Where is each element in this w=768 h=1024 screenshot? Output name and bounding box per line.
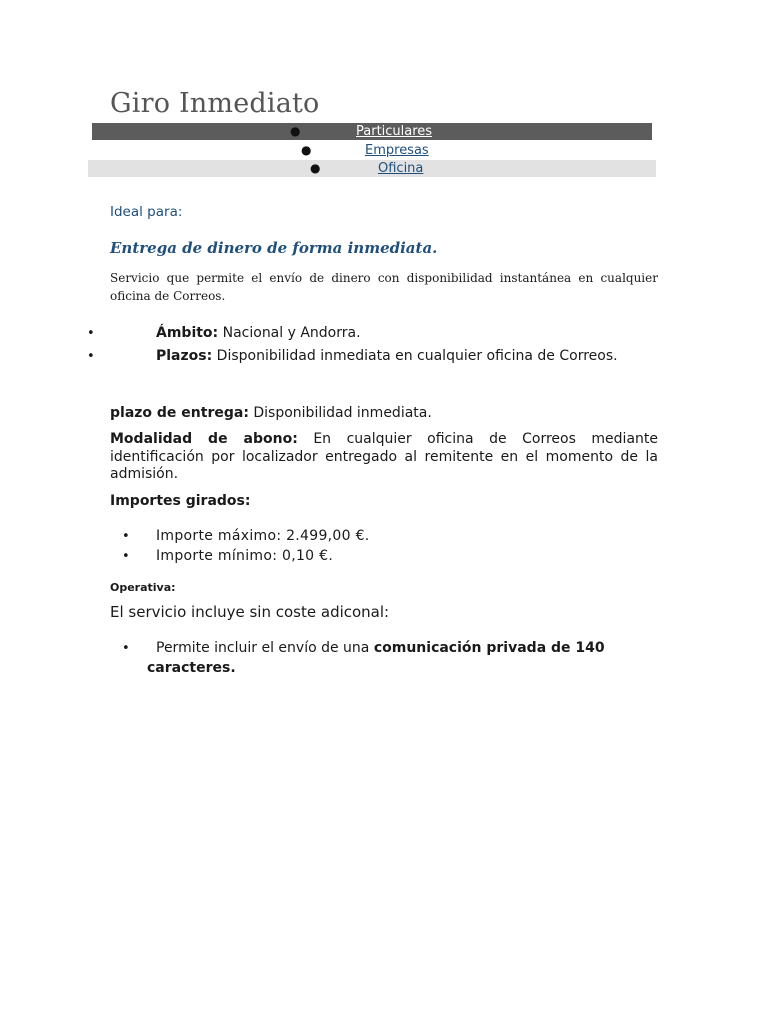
- bullet-icon: •: [122, 549, 130, 564]
- operativa-item: [147, 638, 627, 678]
- operativa-heading: Operativa:: [110, 581, 176, 594]
- operativa-item-bold: comunicación privada de 140 caracteres.: [147, 640, 605, 676]
- operativa-intro: El servicio incluye sin coste adiconal:: [110, 603, 390, 621]
- page-title: Giro Inmediato: [110, 88, 320, 119]
- amount-max: Importe máximo: 2.499,00 €.: [156, 528, 370, 544]
- delivery-info: [110, 403, 432, 424]
- nav-link-empresas[interactable]: Empresas: [365, 143, 429, 158]
- operativa-item-text: Permite incluir el envío de una: [156, 640, 370, 656]
- description: Servicio que permite el envío de dinero con disponibilidad instantánea en cualquier oficina de Correos.: [110, 271, 658, 303]
- feature-label: Plazos:: [156, 348, 213, 364]
- bullet-icon: •: [87, 326, 95, 341]
- feature-value: Disponibilidad inmediata en cualquier oficina de Correos.: [216, 348, 618, 364]
- amounts-heading: Importes girados:: [110, 493, 251, 509]
- ideal-label: Ideal para:: [110, 204, 183, 220]
- payment-value: En cualquier oficina de Correos mediante identificación por localizador entregado al remitente en el momento de la admisión.: [110, 431, 658, 482]
- nav-item-particulares: [92, 123, 652, 140]
- bullet-icon: ●: [310, 161, 321, 175]
- nav-item-empresas: [88, 142, 656, 159]
- feature-ambito: [110, 323, 361, 344]
- delivery-label: plazo de entrega:: [110, 405, 249, 421]
- amount-min: Importe mínimo: 0,10 €.: [156, 548, 334, 564]
- bullet-icon: ●: [301, 143, 312, 157]
- subtitle: Entrega de dinero de forma inmediata.: [110, 239, 438, 257]
- bullet-icon: ●: [290, 124, 301, 138]
- bullet-icon: •: [122, 641, 130, 656]
- bullet-icon: •: [122, 529, 130, 544]
- feature-plazos: [110, 346, 658, 367]
- feature-value: Nacional y Andorra.: [222, 325, 361, 341]
- nav-item-oficina: [88, 160, 656, 177]
- payment-label: Modalidad de abono:: [110, 431, 298, 447]
- feature-label: Ámbito:: [156, 325, 219, 341]
- bullet-icon: •: [87, 349, 95, 364]
- delivery-value: Disponibilidad inmediata.: [253, 405, 432, 421]
- nav-link-oficina[interactable]: Oficina: [378, 161, 424, 176]
- nav-link-particulares[interactable]: Particulares: [356, 124, 433, 139]
- payment-info: [110, 431, 658, 484]
